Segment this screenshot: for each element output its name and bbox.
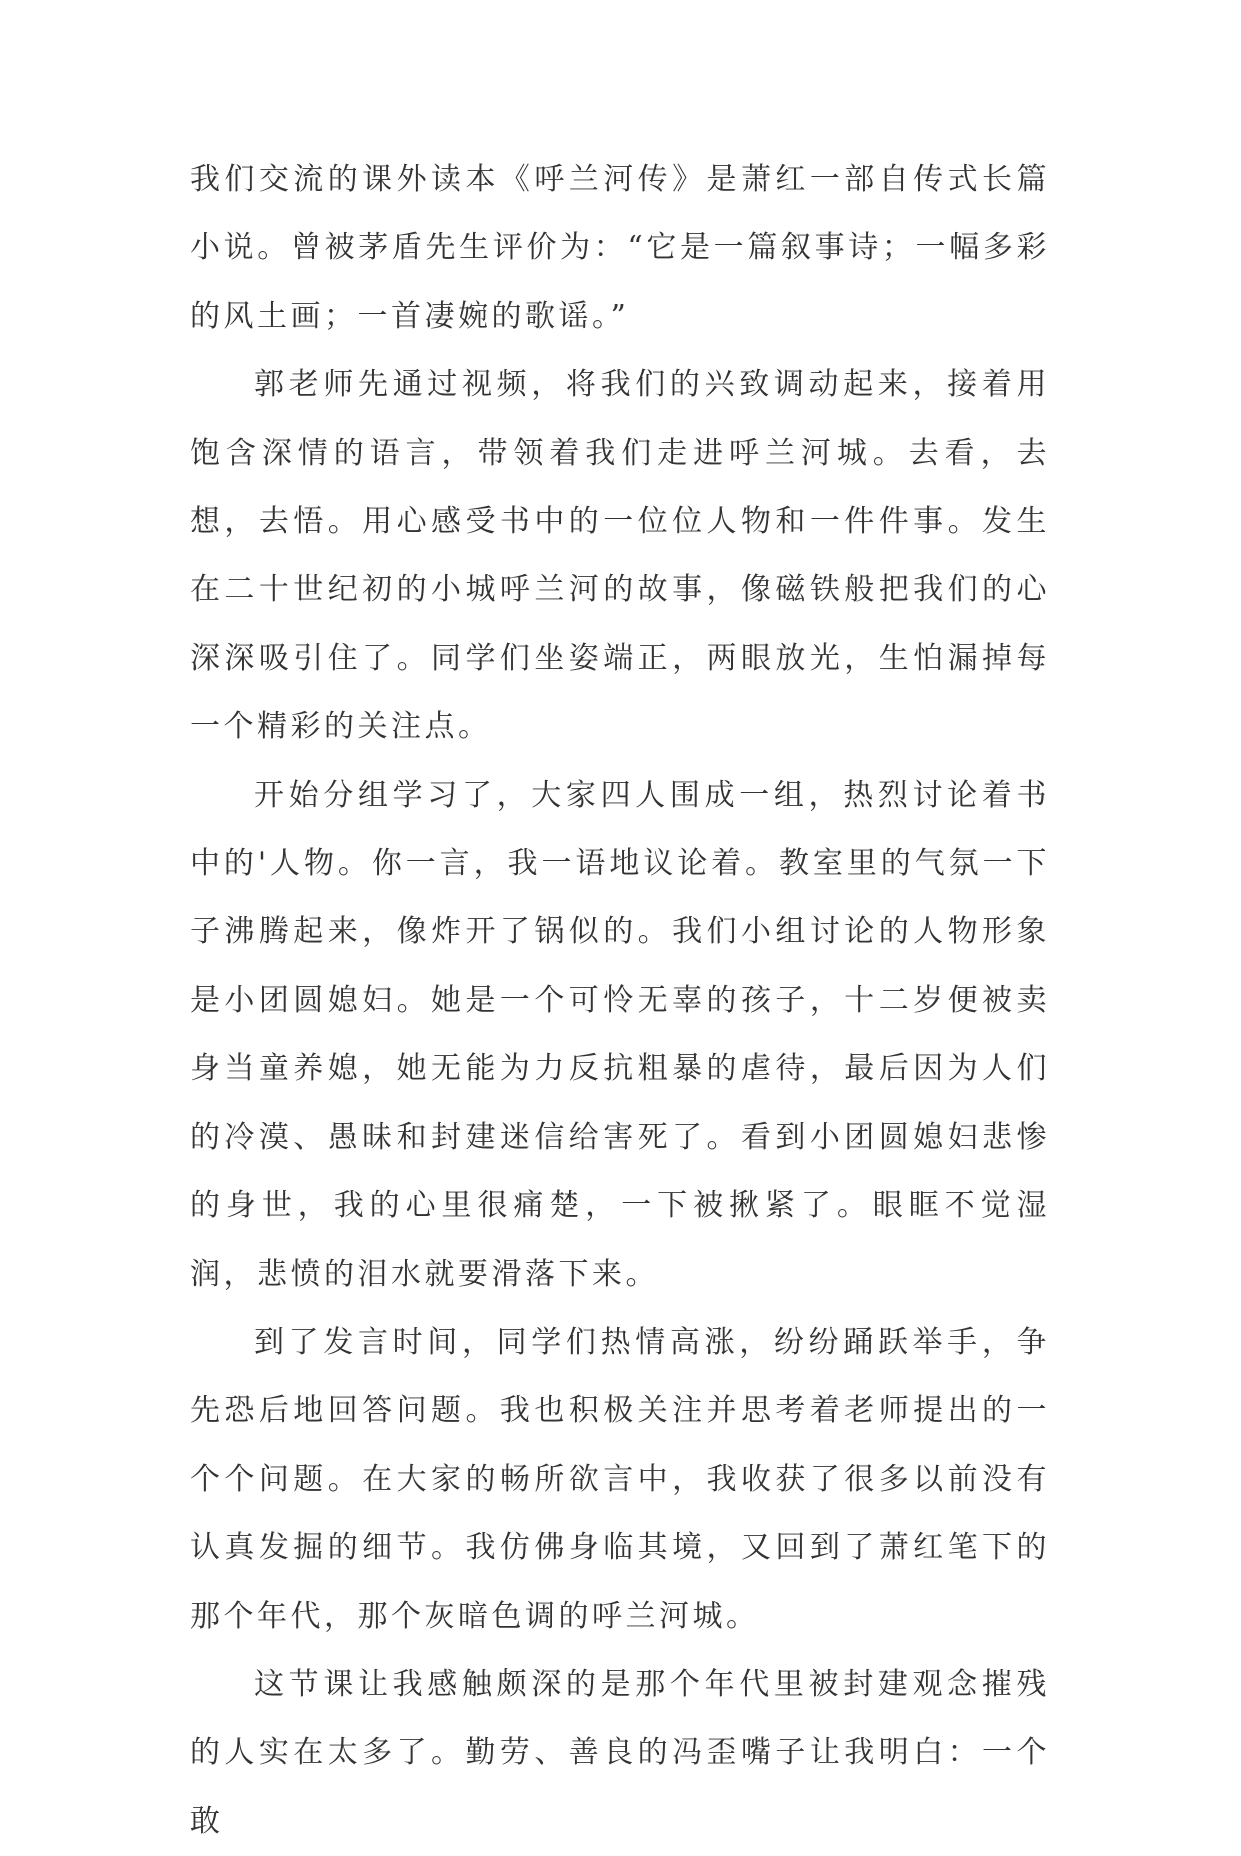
- paragraph-2: 郭老师先通过视频，将我们的兴致调动起来，接着用饱含深情的语言，带领着我们走进呼兰河城。去看，去想，去悟。用心感受书中的一位位人物和一件件事。发生在二十世纪初的小城呼兰河的故事，像磁铁般把我们的心深深吸引住了。同学们坐姿端正，两眼放光，生怕漏掉每一个精彩的关注点。: [190, 367, 1050, 745]
- document-body: [190, 146, 1050, 1856]
- paragraph-4: 到了发言时间，同学们热情高涨，纷纷踊跃举手，争先恐后地回答问题。我也积极关注并思考着老师提出的一个个问题。在大家的畅所欲言中，我收获了很多以前没有认真发掘的细节。我仿佛身临其境，又回到了萧红笔下的那个年代，那个灰暗色调的呼兰河城。: [190, 1324, 1050, 1634]
- paragraph-5: 这节课让我感触颇深的是那个年代里被封建观念摧残的人实在太多了。勤劳、善良的冯歪嘴子让我明白：一个敢: [190, 1666, 1050, 1839]
- paragraph-1: 我们交流的课外读本《呼兰河传》是萧红一部自传式长篇小说。曾被茅盾先生评价为：“它是一篇叙事诗；一幅多彩的风土画；一首凄婉的歌谣。”: [190, 162, 1050, 334]
- paragraph-3: 开始分组学习了，大家四人围成一组，热烈讨论着书中的'人物。你一言，我一语地议论着。教室里的气氛一下子沸腾起来，像炸开了锅似的。我们小组讨论的人物形象是小团圆媳妇。她是一个可怜无辜的孩子，十二岁便被卖身当童养媳，她无能为力反抗粗暴的虐待，最后因为人们的冷漠、愚昧和封建迷信给害死了。看到小团圆媳妇悲惨的身世，我的心里很痛楚，一下被揪紧了。眼眶不觉湿润，悲愤的泪水就要滑落下来。: [190, 777, 1050, 1292]
